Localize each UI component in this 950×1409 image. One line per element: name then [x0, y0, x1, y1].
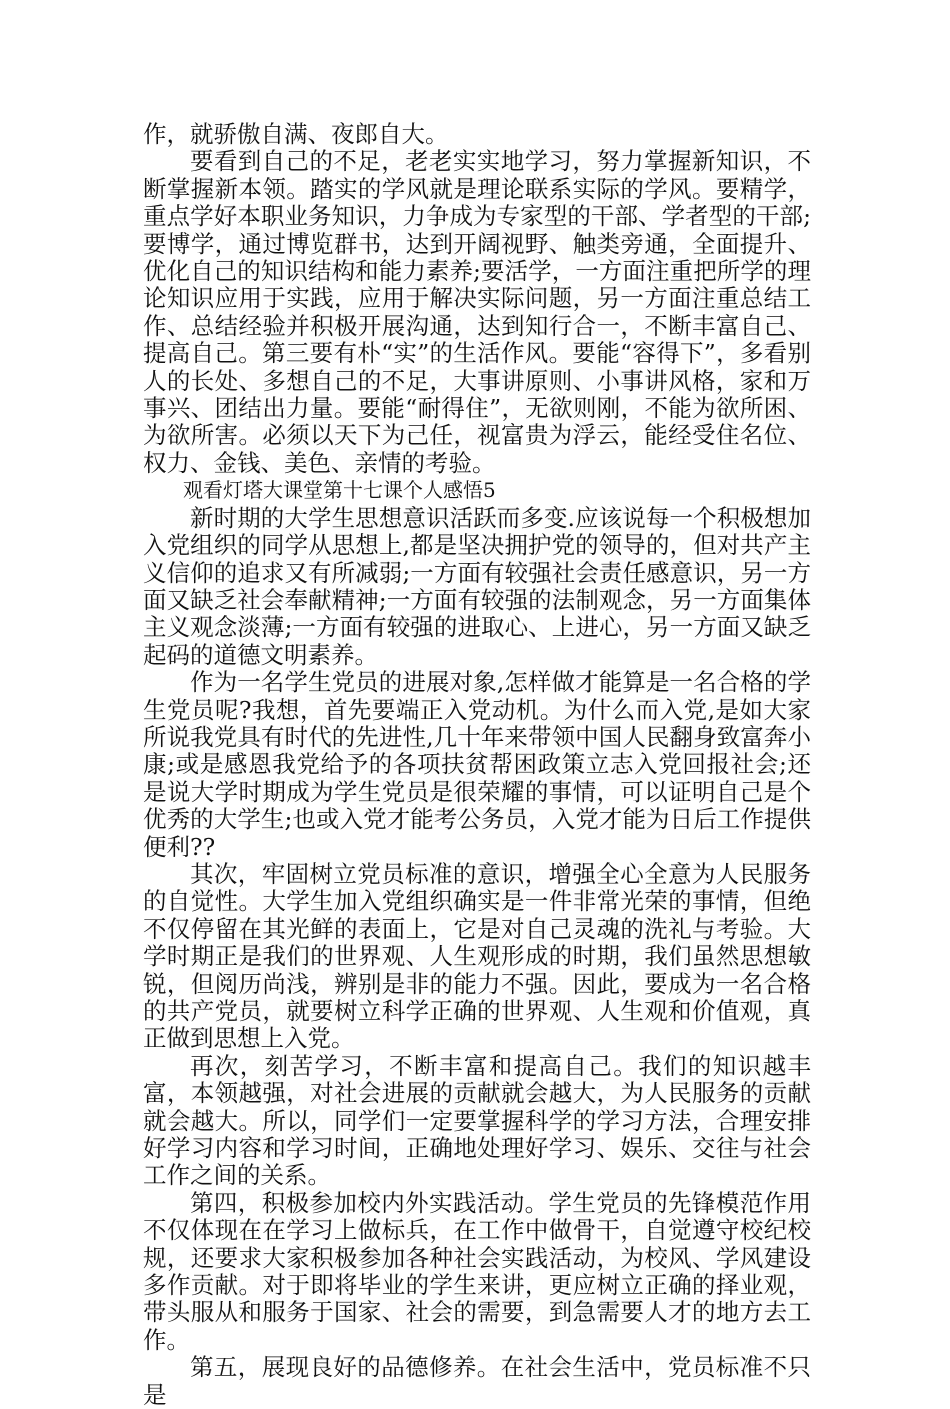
paragraph-student-thought: 新时期的大学生思想意识活跃而多变.应该说每一个积极想加入党组织的同学从思想上,都是坚决拥护党的领导的，但对共产主义信仰的追求又有所减弱;一方面有较强社会责任感意识，另一方面又缺乏社会奉献精神;一方面有较强的法制观念，另一方面集体主义观念淡薄;一方面有较强的进取心、上进心，另一方面又缺乏起码的道德文明素养。	[143, 503, 811, 669]
paragraph-second: 其次，牢固树立党员标准的意识，增强全心全意为人民服务的自觉性。大学生加入党组织确实是一件非常光荣的事情，但绝不仅停留在其光鲜的表面上，它是对自己灵魂的洗礼与考验。大学时期正是我们的世界观、人生观形成的时期，我们虽然思想敏锐，但阅历尚浅，辨别是非的能力不强。因此，要成为一名合格的共产党员，就要树立科学正确的世界观、人生观和价值观，真正做到思想上入党。	[143, 859, 811, 1053]
paragraph-continuation: 作，就骄傲自满、夜郎自大。	[143, 120, 449, 148]
paragraph-fourth: 第四，积极参加校内外实践活动。学生党员的先锋模范作用不仅体现在在学习上做标兵，在工作中做骨干，自觉遵守校纪校规，还要求大家积极参加各种社会实践活动，为校风、学风建设多作贡献。对于即将毕业的学生来讲，更应树立正确的择业观，带头服从和服务于国家、社会的需要，到急需要人才的地方去工作。	[143, 1188, 811, 1354]
paragraph-study-style: 要看到自己的不足，老老实实地学习，努力掌握新知识，不断掌握新本领。踏实的学风就是理论联系实际的学风。要精学，重点学好本职业务知识，力争成为专家型的干部、学者型的干部;要博学，通过博览群书，达到开阔视野、触类旁通，全面提升、优化自己的知识结构和能力素养;要活学，一方面注重把所学的理论知识应用于实践，应用于解决实际问题，另一方面注重总结工作、总结经验并积极开展沟通，达到知行合一，不断丰富自己、提高自己。第三要有朴“实”的生活作风。要能“容得下”，多看别人的长处、多想自己的不足，大事讲原则、小事讲风格，家和万事兴、团结出力量。要能“耐得住”，无欲则刚，不能为欲所困、为欲所害。必须以天下为己任，视富贵为浮云，能经受住名位、权力、金钱、美色、亲情的考验。	[143, 147, 811, 477]
paragraph-fifth: 第五，展现良好的品德修养。在社会生活中，党员标准不只是	[143, 1353, 811, 1409]
document-body	[143, 121, 811, 1409]
paragraph-motivation: 作为一名学生党员的进展对象,怎样做才能算是一名合格的学生党员呢?我想，首先要端正入党动机。为什么而入党,是如大家所说我党具有时代的先进性,几十年来带领中国人民翻身致富奔小康;或是感恩我党给予的各项扶贫帮困政策立志入党回报社会;还是说大学时期成为学生党员是很荣耀的事情，可以证明自己是个优秀的大学生;也或入党才能考公务员，入党才能为日后工作提供便利??	[143, 668, 811, 861]
section-heading: 观看灯塔大课堂第十七课个人感悟5	[183, 478, 496, 503]
paragraph-third: 再次，刻苦学习，不断丰富和提高自己。我们的知识越丰富，本领越强，对社会进展的贡献就会越大，为人民服务的贡献就会越大。所以，同学们一定要掌握科学的学习方法，合理安排好学习内容和学习时间，正确地处理好学习、娱乐、交往与社会工作之间的关系。	[143, 1051, 811, 1190]
